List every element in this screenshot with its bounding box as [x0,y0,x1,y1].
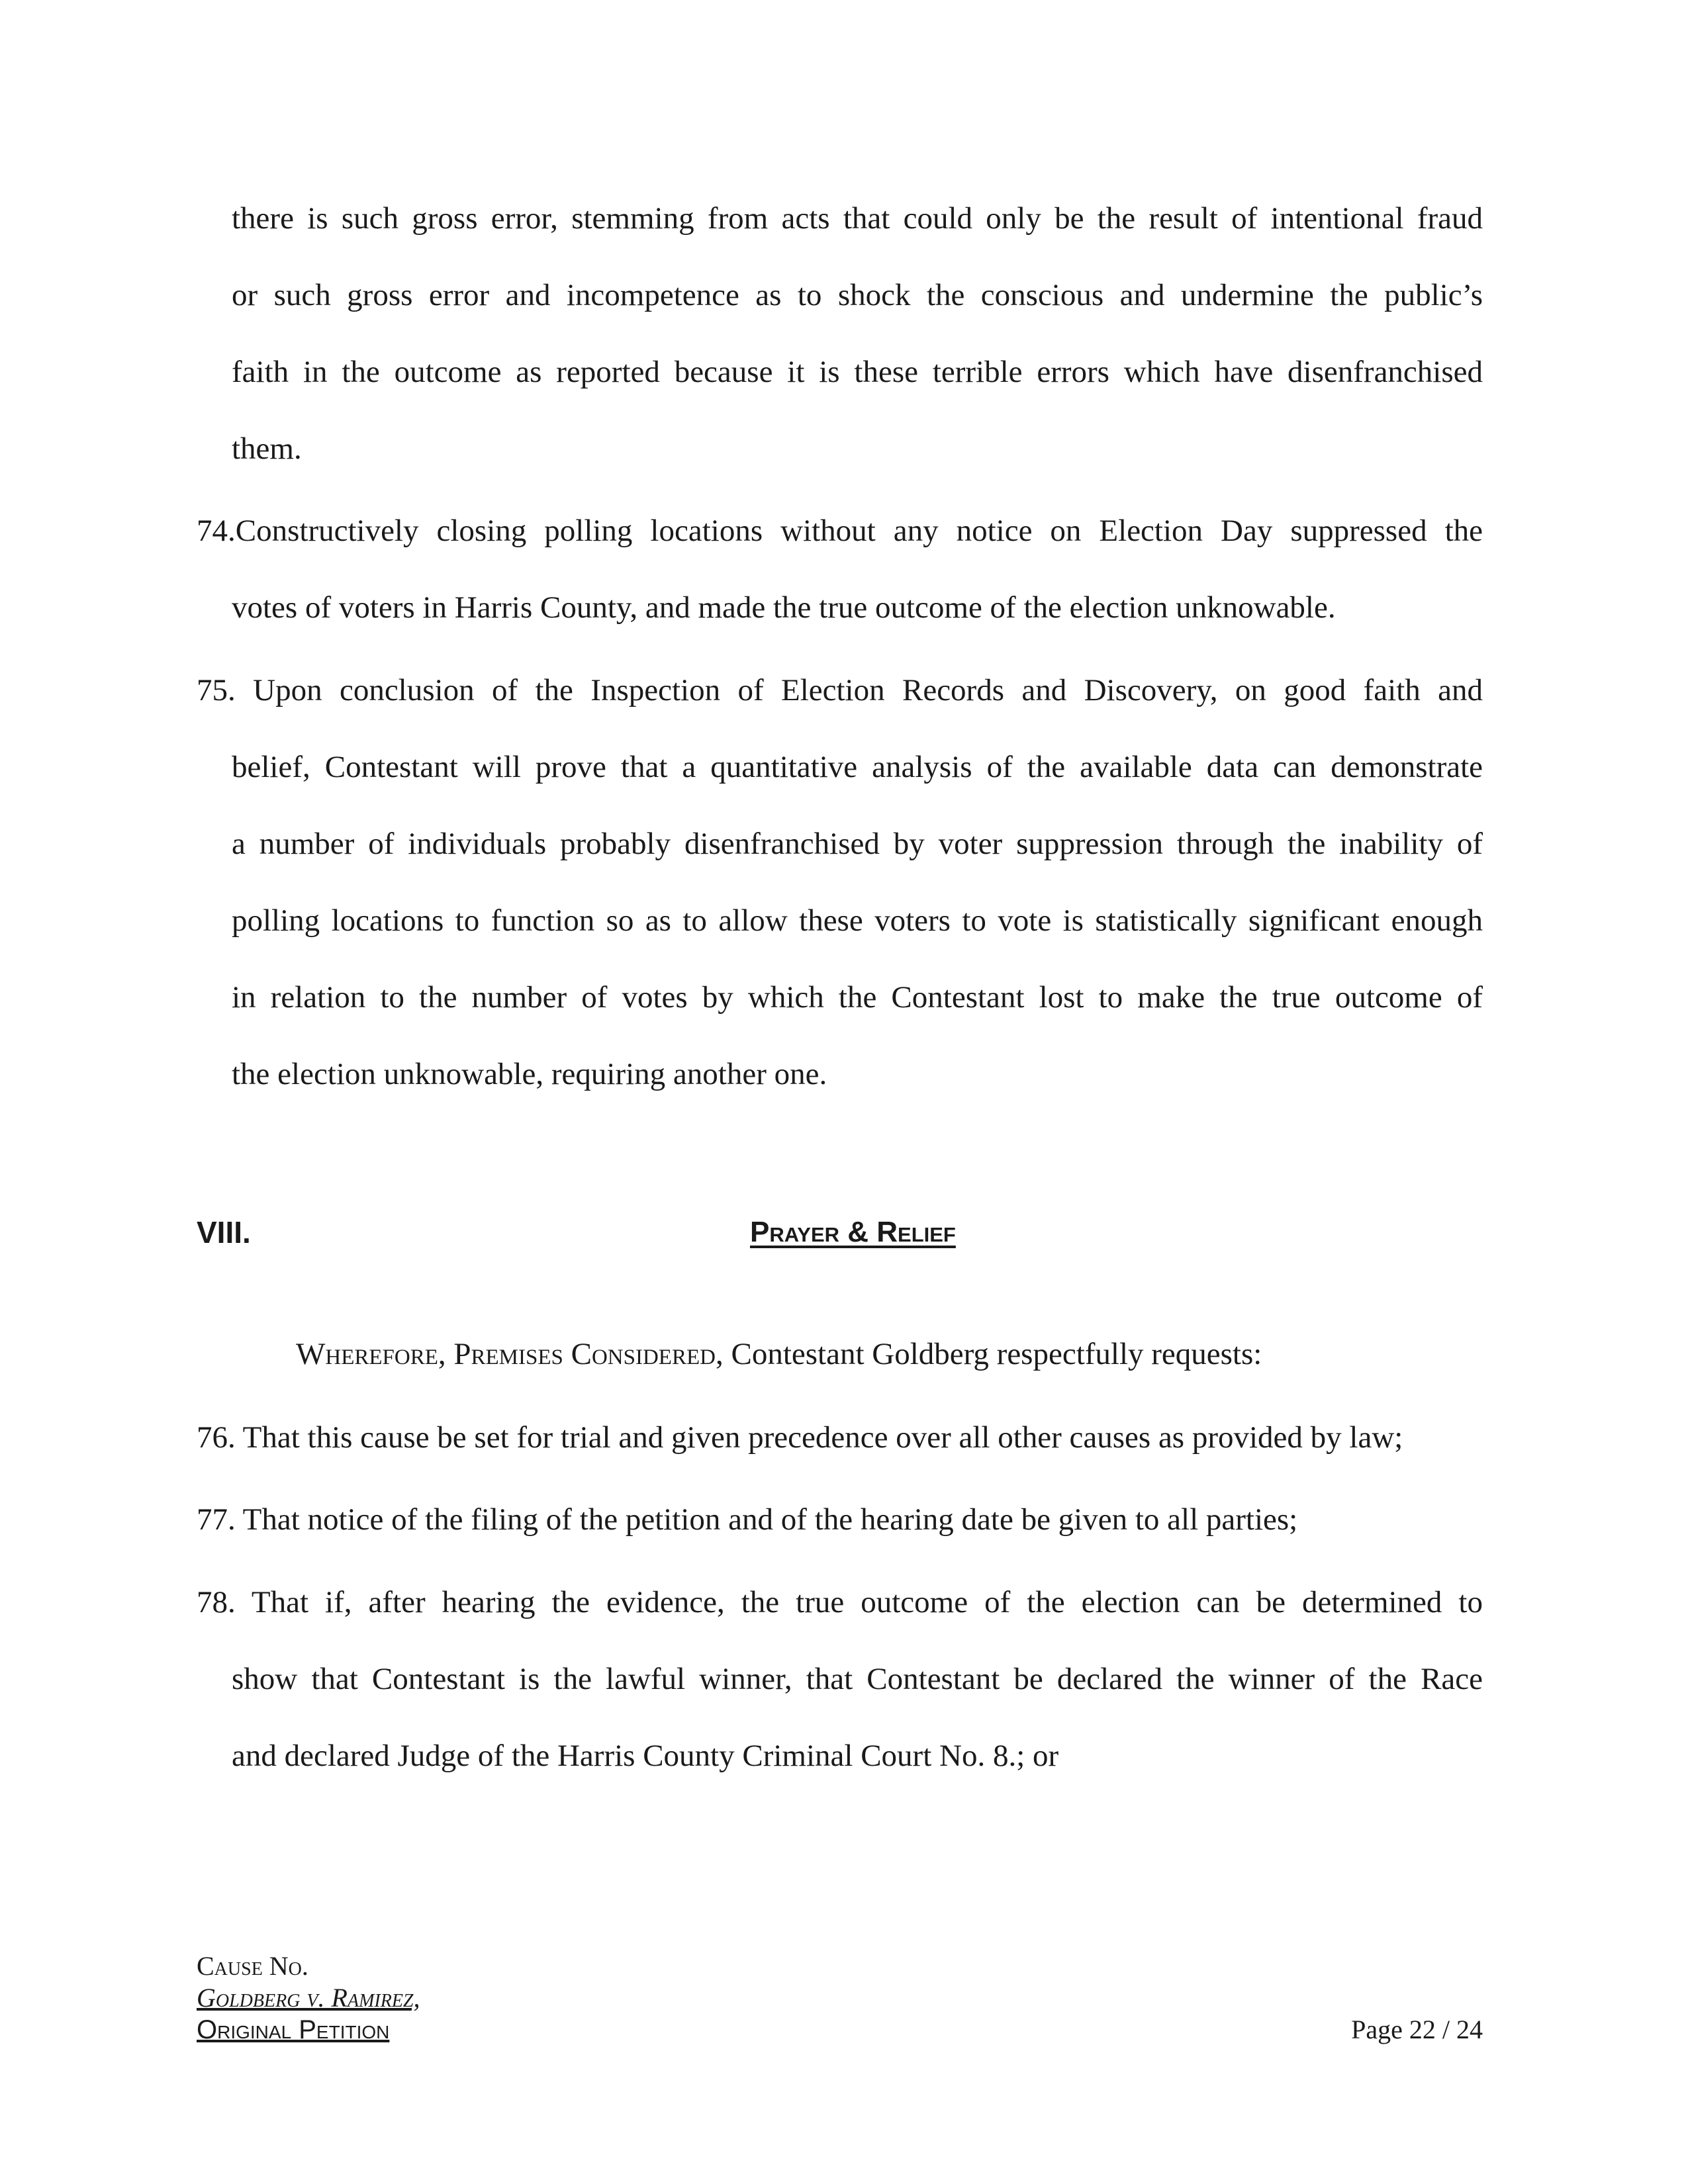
paragraph-75-line-5: in relation to the number of votes by which the Contestant lost to make the true outcome of [232,980,1483,1015]
prayer-intro [296,1336,1262,1373]
paragraph-73-line-1: there is such gross error, stemming from acts that could only be the result of intentional fraud [232,201,1483,236]
paragraph-74-line-2: votes of voters in Harris County, and made the true outcome of the election unknowable. [232,590,1336,625]
paragraph-73-line-2: or such gross error and incompetence as to shock the conscious and undermine the public’s [232,278,1483,312]
section-title: Prayer & Relief [750,1216,956,1248]
footer-document-type: Original Petition [197,2015,390,2044]
paragraph-73-line-3: faith in the outcome as reported because it is these terrible errors which have disenfranchised [232,355,1483,389]
footer-cause-no: Cause No. [197,1951,308,1981]
section-heading [197,1214,1483,1260]
section-number: VIII. [197,1215,251,1250]
footer-case-name: Goldberg v. Ramirez, [197,1983,420,2013]
paragraph-74-line-1: 74.Constructively closing polling locations without any notice on Election Day suppressed the [197,514,1483,548]
footer-case-info [197,1950,420,2046]
prayer-intro-smallcaps: Wherefore, Premises Considered, [296,1337,724,1371]
prayer-intro-rest: Contestant Goldberg respectfully requests: [723,1337,1262,1371]
paragraph-73-line-4: them. [232,432,302,466]
paragraph-77: 77. That notice of the filing of the petition and of the hearing date be given to all parties; [197,1502,1298,1537]
paragraph-76: 76. That this cause be set for trial and given precedence over all other causes as provided by law; [197,1420,1403,1455]
paragraph-75-line-4: polling locations to function so as to allow these voters to vote is statistically significant enough [232,903,1483,938]
paragraph-75-line-2: belief, Contestant will prove that a quantitative analysis of the available data can demonstrate [232,750,1483,784]
footer-page-number: Page 22 / 24 [1351,2015,1483,2044]
paragraph-75-line-3: a number of individuals probably disenfranchised by voter suppression through the inability of [232,827,1483,861]
paragraph-78-line-1: 78. That if, after hearing the evidence, the true outcome of the election can be determined to [197,1585,1483,1619]
paragraph-75-line-6: the election unknowable, requiring another one. [232,1057,827,1091]
paragraph-78-line-2: show that Contestant is the lawful winner, that Contestant be declared the winner of the Race [232,1662,1483,1696]
paragraph-78-line-3: and declared Judge of the Harris County Criminal Court No. 8.; or [232,1739,1059,1773]
paragraph-75-line-1: 75. Upon conclusion of the Inspection of Election Records and Discovery, on good faith and [197,673,1483,707]
